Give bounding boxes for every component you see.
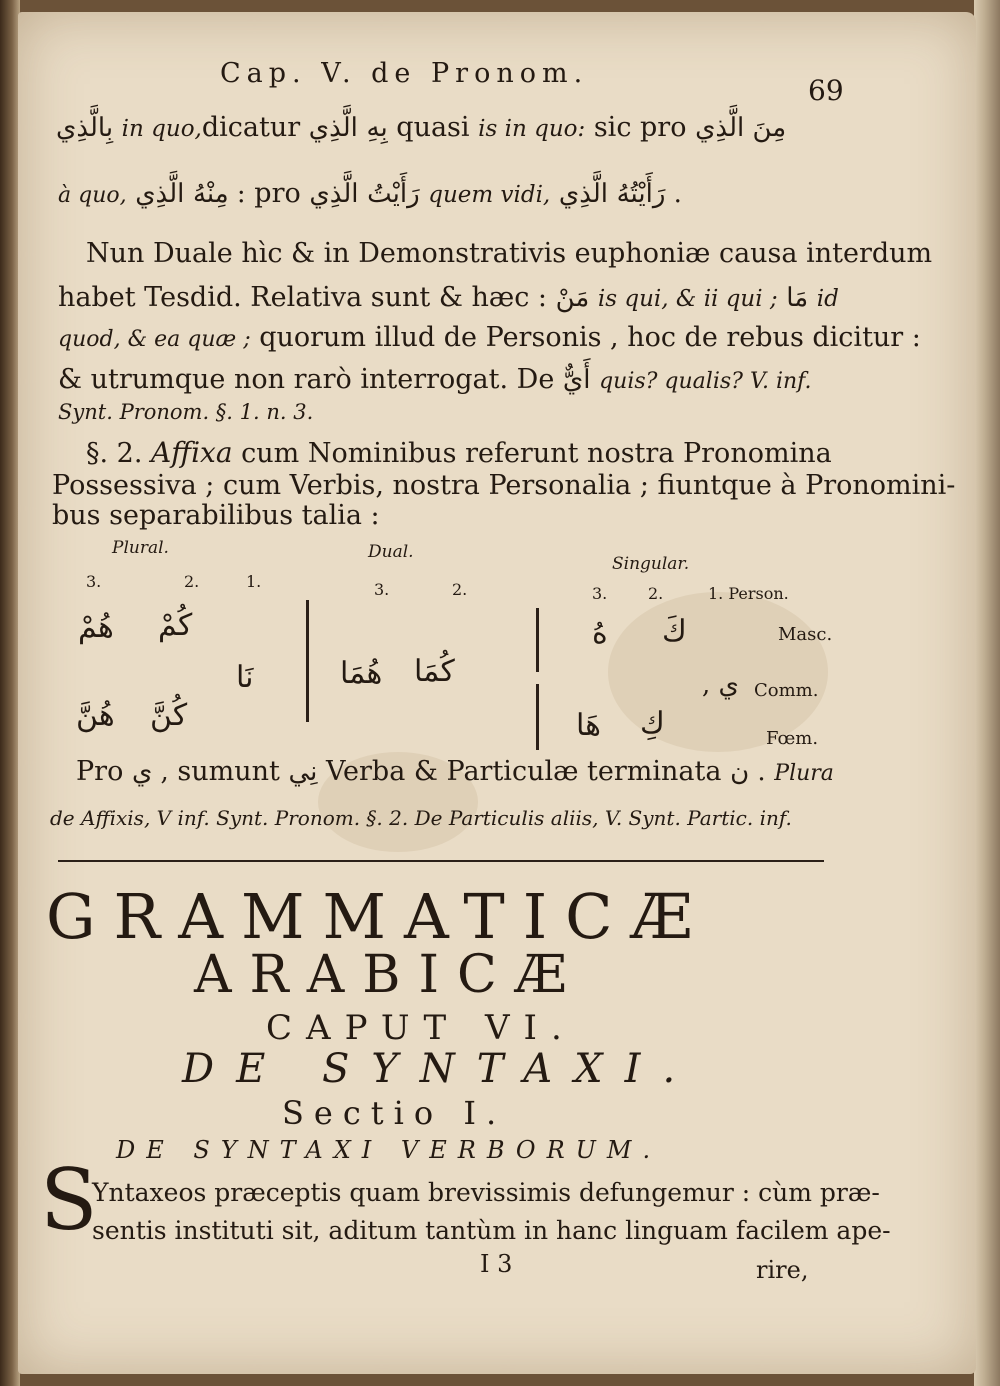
table-separator bbox=[536, 608, 539, 672]
arabic-word: بِالَّذِي bbox=[56, 113, 114, 143]
text-line-6 bbox=[58, 364, 812, 395]
latin-text: quorum illud de Personis , hoc de rebus dicitur : bbox=[259, 322, 921, 353]
plural-label: Plural. bbox=[112, 538, 169, 558]
text-line-3: Nun Duale hìc & in Demonstrativis euphoniæ causa interdum bbox=[86, 238, 933, 269]
latin-italic: quis? qualis? V. inf. bbox=[599, 369, 812, 394]
latin-text: Pro bbox=[76, 756, 124, 787]
arabic-word: الَّذِي bbox=[308, 113, 358, 143]
arabic-word: رَأَيْتُ bbox=[367, 179, 420, 209]
arabic-word: أَيٌّ bbox=[562, 365, 591, 395]
arabic-word: نِي bbox=[288, 757, 318, 787]
latin-italic: is qui, & ii qui ; bbox=[597, 286, 778, 312]
arabic-word: الَّذِي : bbox=[135, 179, 246, 209]
text-line-4 bbox=[58, 282, 839, 313]
affix-form: كَ bbox=[662, 614, 687, 649]
affix-form: نَا bbox=[236, 660, 254, 695]
arabic-word: ن . bbox=[730, 757, 766, 787]
text-line-final-1: Yntaxeos præceptis quam brevissimis defungemur : cùm præ- bbox=[92, 1178, 880, 1207]
latin-text: quasi bbox=[396, 112, 470, 143]
latin-italic: Plura bbox=[774, 761, 834, 786]
affix-form: هُنَّ bbox=[76, 698, 115, 733]
chapter-heading: CAPUT VI. bbox=[266, 1008, 576, 1048]
title-arabicae: ARABICÆ bbox=[194, 945, 585, 1005]
latin-italic: quod, & ea quæ ; bbox=[58, 327, 251, 352]
page-number: 69 bbox=[808, 74, 844, 107]
singular-label: Singular. bbox=[612, 554, 690, 574]
text-line-7: Synt. Pronom. §. 1. n. 3. bbox=[58, 400, 314, 424]
arabic-word: ي , bbox=[131, 757, 169, 787]
dual-label: Dual. bbox=[368, 542, 414, 562]
affix-form: كِ bbox=[640, 706, 665, 741]
catchword: rire, bbox=[756, 1256, 809, 1284]
latin-italic: id bbox=[816, 286, 839, 312]
section-title: DE SYNTAXI VERBORUM. bbox=[116, 1136, 662, 1164]
table-separator bbox=[536, 684, 539, 750]
text-line-final-2: sentis instituti sit, aditum tantùm in hanc linguam facilem ape- bbox=[92, 1216, 891, 1245]
arabic-word: الَّذِي . bbox=[558, 179, 682, 209]
section-heading: Sectio I. bbox=[282, 1094, 507, 1132]
arabic-word: مِنْهُ bbox=[192, 179, 229, 209]
text-line-10: bus separabilibus talia : bbox=[52, 500, 380, 531]
chapter-title: DE SYNTAXI. bbox=[182, 1046, 698, 1092]
latin-italic: in quo, bbox=[121, 116, 202, 142]
latin-text: pro bbox=[254, 178, 301, 209]
drop-cap: S bbox=[40, 1151, 98, 1249]
table-separator bbox=[306, 600, 309, 722]
book-spine-shadow bbox=[0, 0, 20, 1386]
arabic-word: مَا bbox=[786, 283, 809, 313]
row-label-masc: Masc. bbox=[778, 624, 833, 645]
arabic-word: بِهِ bbox=[366, 113, 388, 143]
row-label-comm: Comm. bbox=[754, 680, 819, 701]
signature-mark: I 3 bbox=[480, 1250, 513, 1278]
book-page bbox=[18, 12, 976, 1374]
affix-form: هُمْ bbox=[78, 610, 114, 645]
latin-text: dicatur bbox=[201, 112, 301, 143]
arabic-word: مِنَ الَّذِي bbox=[695, 113, 787, 143]
affix-form: هَا bbox=[576, 708, 601, 743]
affix-form: ي , bbox=[702, 670, 739, 700]
affix-form: كُمْ bbox=[158, 608, 193, 643]
page-edge bbox=[974, 0, 1000, 1386]
latin-text: habet Tesdid. Relativa sunt & hæc : bbox=[58, 282, 548, 313]
affix-form: كُمَا bbox=[414, 654, 455, 689]
arabic-word: رَأَيْتُهُ bbox=[616, 179, 666, 209]
text-line-12: de Affixis, V inf. Synt. Pronom. §. 2. De Particulis aliis, V. Synt. Partic. inf. bbox=[50, 806, 792, 830]
plural-number: 3. bbox=[86, 572, 102, 591]
plural-number: 2. bbox=[184, 572, 200, 591]
dual-number: 2. bbox=[452, 580, 468, 599]
dual-number: 3. bbox=[374, 580, 390, 599]
latin-text: & utrumque non rarò interrogat. De bbox=[58, 364, 555, 395]
latin-text: cum Nominibus referunt nostra Pronomina bbox=[241, 438, 832, 469]
affix-form: هُمَا bbox=[340, 656, 383, 691]
latin-italic: quem vidi, bbox=[428, 182, 551, 208]
text-line-5 bbox=[58, 322, 921, 353]
text-line-9: Possessiva ; cum Verbis, nostra Personalia ; fiuntque à Pronomini- bbox=[52, 470, 956, 501]
text-line-2 bbox=[58, 178, 682, 209]
latin-text: Verba & Particulæ terminata bbox=[326, 756, 722, 787]
horizontal-rule bbox=[58, 860, 824, 862]
text-line-11 bbox=[76, 756, 834, 787]
text-line-8 bbox=[86, 436, 832, 469]
row-label-fem: Fœm. bbox=[766, 728, 819, 749]
latin-text: sumunt bbox=[177, 756, 280, 787]
text-line-1 bbox=[56, 112, 786, 143]
singular-number: 1. Person. bbox=[708, 584, 789, 603]
singular-number: 3. bbox=[592, 584, 608, 603]
arabic-word: الَّذِي bbox=[309, 179, 359, 209]
running-head: Cap. V. de Pronom. bbox=[220, 58, 589, 89]
latin-italic: à quo, bbox=[58, 183, 127, 208]
latin-italic: Affixa bbox=[151, 436, 233, 469]
latin-text: sic pro bbox=[593, 112, 687, 143]
latin-italic: is in quo: bbox=[478, 116, 586, 142]
plural-number: 1. bbox=[246, 572, 262, 591]
arabic-word: مَنْ bbox=[555, 283, 590, 313]
title-grammaticae: GRAMMATICÆ bbox=[46, 880, 711, 953]
affix-form: هُ bbox=[592, 616, 608, 651]
section-number: §. 2. bbox=[86, 438, 143, 469]
affix-form: كُنَّ bbox=[150, 698, 188, 733]
singular-number: 2. bbox=[648, 584, 664, 603]
